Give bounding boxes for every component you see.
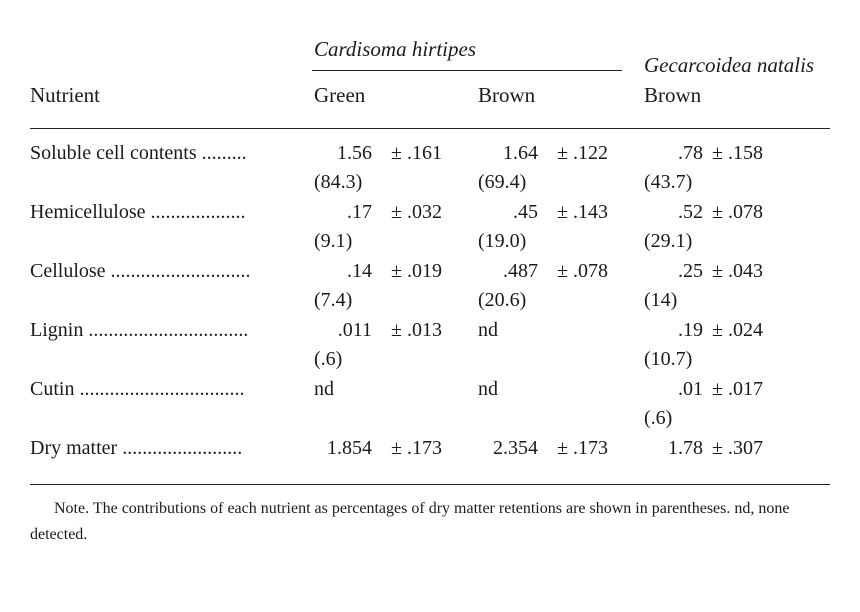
- cell-sd: ± .143: [557, 201, 608, 223]
- cell-sd: ± .043: [712, 260, 763, 282]
- row-label: Hemicellulose ...................: [30, 201, 246, 223]
- cell-percent: (.6): [314, 348, 343, 370]
- brown-column-header-1: Brown: [478, 83, 536, 107]
- cell-percent: (14): [644, 289, 678, 311]
- row-label: Dry matter ........................: [30, 437, 243, 459]
- cell-percent: (19.0): [478, 230, 527, 252]
- cell-sd: ± .078: [557, 260, 608, 282]
- cell-percent: (69.4): [478, 171, 527, 193]
- cell-value: .01: [678, 378, 703, 400]
- species-cardisoma-hirtipes: Cardisoma hirtipes: [314, 37, 476, 61]
- cell-value: 1.78: [668, 437, 703, 459]
- cell-percent: (9.1): [314, 230, 353, 252]
- cell-percent: (29.1): [644, 230, 693, 252]
- cell-percent: (.6): [644, 407, 673, 429]
- table-note-text: Note. The contributions of each nutrient as percentages of dry matter retentions are shown in parentheses. nd, none detected.: [30, 500, 790, 543]
- species-span-rule: [312, 70, 622, 71]
- cell-value: .14: [347, 260, 372, 282]
- row-label: Lignin ................................: [30, 319, 249, 341]
- cell-sd: ± .158: [712, 142, 763, 164]
- cell-value: .78: [678, 142, 703, 164]
- cell-sd: ± .017: [712, 378, 763, 400]
- cell-value: .011: [337, 319, 372, 341]
- cell-percent: (84.3): [314, 171, 363, 193]
- cell-value: .19: [678, 319, 703, 341]
- cell-value: .45: [513, 201, 538, 223]
- cell-percent: (20.6): [478, 289, 527, 311]
- cell-percent: (7.4): [314, 289, 353, 311]
- row-label: Soluble cell contents .........: [30, 142, 247, 164]
- cell-value: nd: [478, 378, 498, 400]
- species-gecarcoidea-natalis: Gecarcoidea natalis: [644, 53, 815, 77]
- table-bottom-rule: [30, 484, 830, 485]
- cell-value: nd: [314, 378, 334, 400]
- cell-sd: ± .078: [712, 201, 763, 223]
- cell-value: nd: [478, 319, 498, 341]
- row-label: Cutin .................................: [30, 378, 245, 400]
- cell-sd: ± .019: [391, 260, 442, 282]
- cell-value: 1.854: [327, 437, 372, 459]
- cell-sd: ± .024: [712, 319, 763, 341]
- header-bottom-rule: [30, 128, 830, 129]
- nutrient-column-header: Nutrient: [30, 83, 100, 107]
- cell-percent: (10.7): [644, 348, 693, 370]
- cell-value: 1.64: [503, 142, 538, 164]
- row-label: Cellulose ............................: [30, 260, 251, 282]
- cell-value: .17: [347, 201, 372, 223]
- cell-sd: ± .161: [391, 142, 442, 164]
- cell-value: .25: [678, 260, 703, 282]
- cell-sd: ± .122: [557, 142, 608, 164]
- cell-value: .52: [678, 201, 703, 223]
- cell-sd: ± .173: [557, 437, 608, 459]
- cell-sd: ± .013: [391, 319, 442, 341]
- cell-percent: (43.7): [644, 171, 693, 193]
- cell-sd: ± .032: [391, 201, 442, 223]
- table-note: [30, 496, 830, 548]
- cell-value: 1.56: [337, 142, 372, 164]
- cell-value: 2.354: [493, 437, 538, 459]
- brown-column-header-2: Brown: [644, 83, 702, 107]
- green-column-header: Green: [314, 83, 366, 107]
- cell-sd: ± .173: [391, 437, 442, 459]
- cell-value: .487: [503, 260, 538, 282]
- cell-sd: ± .307: [712, 437, 763, 459]
